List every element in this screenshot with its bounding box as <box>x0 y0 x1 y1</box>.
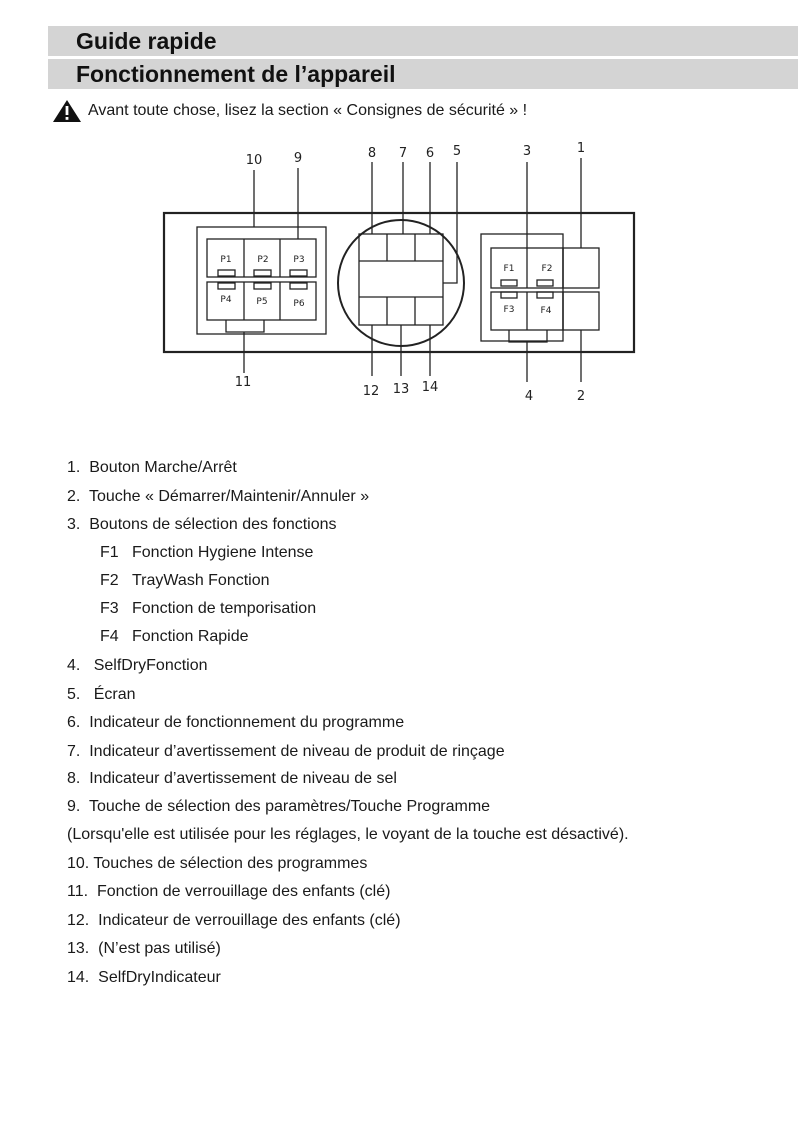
legend-item: 11. Fonction de verrouillage des enfants (clé) <box>67 883 391 900</box>
callout-number: 1 <box>576 141 586 156</box>
callout-number: 10 <box>245 153 263 168</box>
callout-number: 4 <box>524 389 534 404</box>
legend-subitem: F1 Fonction Hygiene Intense <box>100 544 314 561</box>
program-led <box>218 270 235 276</box>
legend-item: 7. Indicateur d’avertissement de niveau de produit de rinçage <box>67 743 505 760</box>
legend-item: 13. (N’est pas utilisé) <box>67 940 221 957</box>
function-led <box>537 292 553 298</box>
function-led <box>501 280 517 286</box>
power-button <box>563 248 599 288</box>
button-label-p4: P4 <box>220 295 232 305</box>
button-label-f3: F3 <box>503 305 515 315</box>
program-led <box>290 283 307 289</box>
legend-item: 14. SelfDryIndicateur <box>67 969 221 986</box>
section-title: Fonctionnement de l’appareil <box>48 59 798 89</box>
program-group <box>197 227 326 334</box>
legend-item: 6. Indicateur de fonctionnement du programme <box>67 714 405 731</box>
button-label-p5: P5 <box>256 297 268 307</box>
display-frame <box>359 234 443 325</box>
program-led <box>254 270 271 276</box>
button-label-p6: P6 <box>293 299 305 309</box>
legend-item: 8. Indicateur d’avertissement de niveau de sel <box>67 770 397 787</box>
legend-subitem: F4 Fonction Rapide <box>100 628 249 645</box>
callout-number: 14 <box>421 380 439 395</box>
button-label-f1: F1 <box>503 264 515 274</box>
legend-item: 4. SelfDryFonction <box>67 657 208 674</box>
program-led <box>254 283 271 289</box>
safety-warning <box>52 99 527 123</box>
legend-subitem: F3 Fonction de temporisation <box>100 600 317 617</box>
callout-number: 13 <box>392 382 410 397</box>
callout-number: 9 <box>293 151 303 166</box>
control-panel-diagram <box>0 130 802 410</box>
warning-triangle-icon <box>52 99 82 123</box>
legend-item: 5. Écran <box>67 686 136 703</box>
callout-number: 8 <box>367 146 377 161</box>
legend-item: 9. Touche de sélection des paramètres/Touche Programme <box>67 798 491 815</box>
legend-item: 1. Bouton Marche/Arrêt <box>67 459 237 476</box>
button-label-p3: P3 <box>293 255 305 265</box>
callout-number: 12 <box>362 384 380 399</box>
callout-number: 6 <box>425 146 435 161</box>
callout-number: 3 <box>522 144 532 159</box>
button-label-f4: F4 <box>540 306 552 316</box>
button-label-p2: P2 <box>257 255 269 265</box>
legend-item: 12. Indicateur de verrouillage des enfants (clé) <box>67 912 401 929</box>
function-led <box>501 292 517 298</box>
legend-item: 10. Touches de sélection des programmes <box>67 855 368 872</box>
legend-item: 2. Touche « Démarrer/Maintenir/Annuler » <box>67 488 370 505</box>
callout-number: 5 <box>452 144 462 159</box>
button-label-f2: F2 <box>541 264 553 274</box>
program-led <box>290 270 307 276</box>
program-led <box>218 283 235 289</box>
callout-number: 2 <box>576 389 586 404</box>
page-title: Guide rapide <box>48 26 798 56</box>
warning-text: Avant toute chose, lisez la section « Consignes de sécurité » ! <box>88 102 528 119</box>
button-label-p1: P1 <box>220 255 232 265</box>
legend-subitem: F2 TrayWash Fonction <box>100 572 270 589</box>
callout-number: 11 <box>234 375 252 390</box>
legend-item: 3. Boutons de sélection des fonctions <box>67 516 337 533</box>
start-button <box>563 292 599 330</box>
function-led <box>537 280 553 286</box>
callout-number: 7 <box>398 146 408 161</box>
legend-note: (Lorsqu'elle est utilisée pour les réglages, le voyant de la touche est désactivé). <box>67 826 629 843</box>
